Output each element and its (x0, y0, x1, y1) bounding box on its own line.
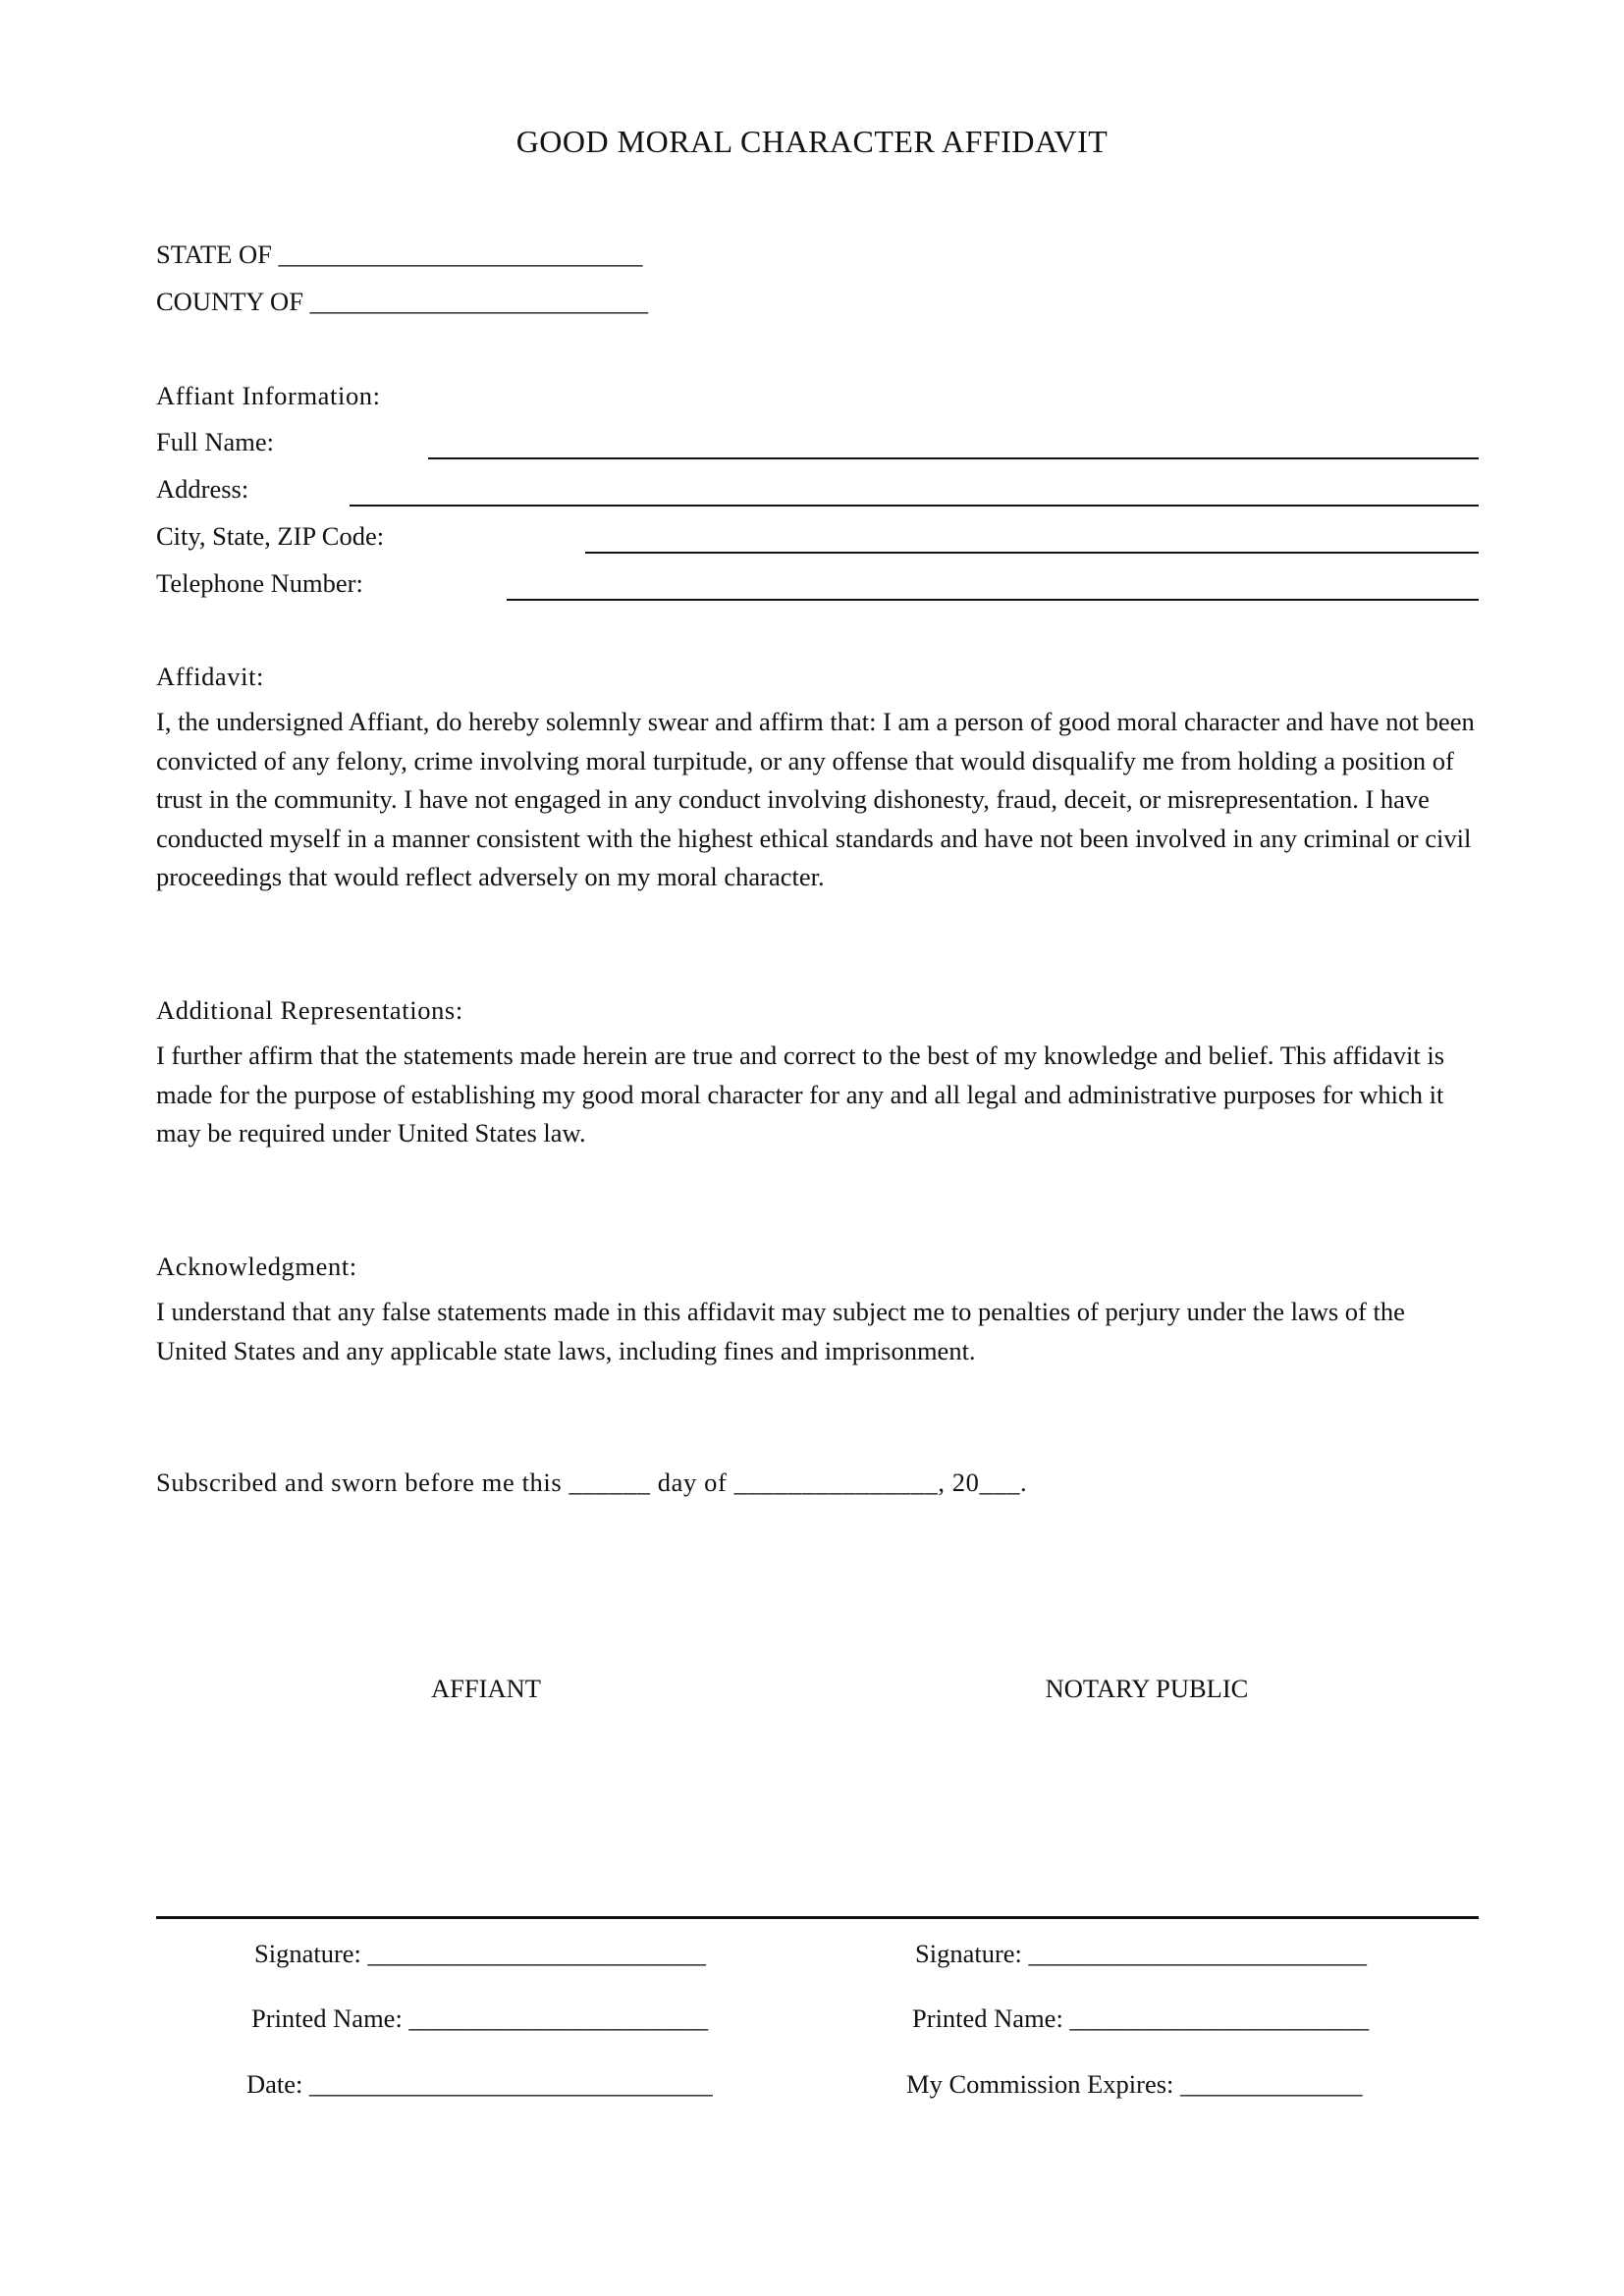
address-label: Address: (156, 474, 249, 504)
document-title: GOOD MORAL CHARACTER AFFIDAVIT (515, 124, 1109, 159)
telephone-line[interactable] (507, 599, 1479, 601)
affiant-printed-name-field[interactable]: Printed Name: _______________________ (251, 2003, 709, 2033)
city-state-zip-line[interactable] (585, 552, 1479, 554)
state-field[interactable]: STATE OF ____________________________ (156, 240, 643, 269)
affiant-info-heading: Affiant Information: (156, 381, 381, 410)
notary-printed-name-field[interactable]: Printed Name: _______________________ (912, 2003, 1370, 2033)
notary-signature-field[interactable]: Signature: __________________________ (915, 1939, 1368, 1968)
sworn-statement[interactable]: Subscribed and sworn before me this ______ day of _______________, 20___. (156, 1468, 1028, 1497)
additional-representations-heading: Additional Representations: (156, 995, 463, 1025)
affidavit-text: I, the undersigned Affiant, do hereby solemnly swear and affirm that: I am a person of good moral character and have not been convicted of any felony, crime involving moral turpitude, or any offense that would disqualify me from holding a position of trust in the community. I have not engaged in any conduct involving dishonesty, fraud, deceit, or misrepresentation. I have conducted myself in a manner consistent with the highest ethical standards and have not been involved in any criminal or civil proceedings that would reflect adversely on my moral character. (156, 707, 1475, 891)
additional-representations-text: I further affirm that the statements made herein are true and correct to the best of my knowledge and belief. This affidavit is made for the purpose of establishing my good moral character for any and all legal and administrative purposes for which it may be required under United States law. (156, 1041, 1445, 1148)
acknowledgment-text: I understand that any false statements made in this affidavit may subject me to penalties of perjury under the laws of the United States and any applicable state laws, including fines and imprisonment. (156, 1297, 1405, 1365)
affiant-title: AFFIANT (431, 1674, 541, 1703)
address-line[interactable] (350, 505, 1479, 507)
commission-expires-field[interactable]: My Commission Expires: ______________ (906, 2069, 1363, 2099)
city-state-zip-label: City, State, ZIP Code: (156, 521, 385, 551)
affiant-date-field[interactable]: Date: _______________________________ (246, 2069, 713, 2099)
signature-divider (156, 1916, 1479, 1919)
notary-title: NOTARY PUBLIC (1045, 1674, 1249, 1703)
acknowledgment-heading: Acknowledgment: (156, 1252, 357, 1281)
telephone-label: Telephone Number: (156, 568, 363, 598)
affiant-signature-field[interactable]: Signature: __________________________ (254, 1939, 707, 1968)
affidavit-heading: Affidavit: (156, 662, 265, 691)
full-name-line[interactable] (428, 457, 1479, 459)
county-field[interactable]: COUNTY OF __________________________ (156, 287, 649, 316)
full-name-label: Full Name: (156, 427, 274, 456)
